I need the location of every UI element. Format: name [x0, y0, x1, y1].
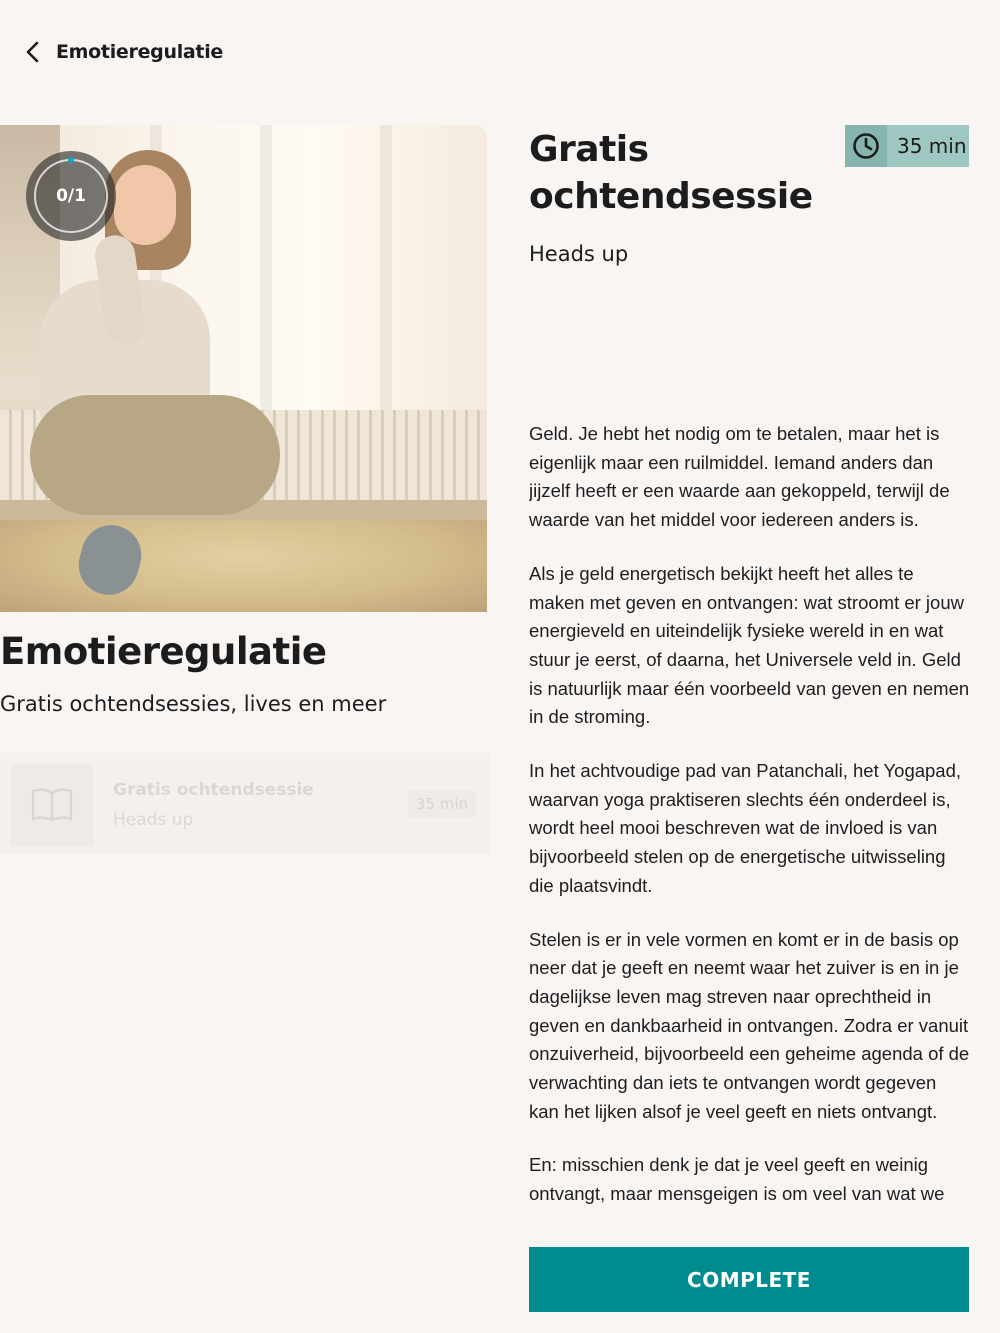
body-paragraph: En: misschien denk je dat je veel geeft en weinig ontvangt, maar mensgeigen is om veel van wat we — [529, 1154, 945, 1205]
clock-icon — [852, 132, 880, 160]
book-icon — [30, 788, 74, 822]
lesson-thumbnail — [11, 764, 93, 846]
progress-indicator — [26, 151, 116, 241]
lesson-subtitle: Heads up — [113, 810, 194, 830]
chevron-left-icon — [25, 41, 41, 63]
course-title: Emotieregulatie — [0, 630, 327, 673]
course-subtitle: Gratis ochtendsessies, lives en meer — [0, 692, 387, 716]
lesson-body-text — [529, 420, 971, 1226]
body-paragraph: Als je geld energetisch bekijkt heeft het alles te maken met geven en ontvangen: wat stroomt er jouw energieveld en uiteindelijk fysieke wereld in en wat stuur je eerst, of daarna, het Universele veld in. Geld is natuurlijk maar één voorbeeld van geven en nemen in de stroming. — [529, 562, 970, 728]
duration-badge — [845, 125, 969, 167]
top-bar — [18, 30, 223, 74]
lesson-detail-title: Gratis ochtendsessie — [529, 129, 813, 217]
back-button[interactable] — [18, 32, 48, 72]
lesson-duration: 35 min — [408, 790, 476, 818]
body-paragraph: Geld. Je hebt het nodig om te betalen, maar het is eigenlijk maar een ruilmiddel. Iemand anders dan jijzelf heeft er een waarde aan gekoppeld, terwijl de waarde van het middel voor iedereen anders is. — [529, 423, 950, 531]
lesson-list-item[interactable] — [0, 752, 490, 854]
lesson-detail-subtitle: Heads up — [529, 242, 629, 266]
header-title: Emotieregulatie — [56, 41, 224, 63]
body-paragraph: Stelen is er in vele vormen en komt er in de basis op neer dat je geeft en neemt waar het zuiver is en in je dagelijkse leven mag streven naar oprechtheid in geven en dankbaarheid in ontvangen. Zodra er vanuit onzuiverheid, bijvoorbeeld een geheime agenda of de verwachting dan iets te ontvangen wordt gegeven kan het lijken alsof je veel geeft en niets ontvangt. — [529, 928, 970, 1122]
body-paragraph: In het achtvoudige pad van Patanchali, het Yogapad, waarvan yoga praktiseren slechts één onderdeel is, wordt heel mooi beschreven wat de invloed is van bijvoorbeeld stelen op de energetische uitwisseling die plaatsvindt. — [529, 760, 962, 896]
progress-label: 0/1 — [56, 186, 86, 206]
complete-button[interactable]: COMPLETE — [529, 1247, 969, 1312]
duration-text: 35 min — [897, 134, 967, 158]
lesson-name: Gratis ochtendsessie — [113, 780, 314, 800]
